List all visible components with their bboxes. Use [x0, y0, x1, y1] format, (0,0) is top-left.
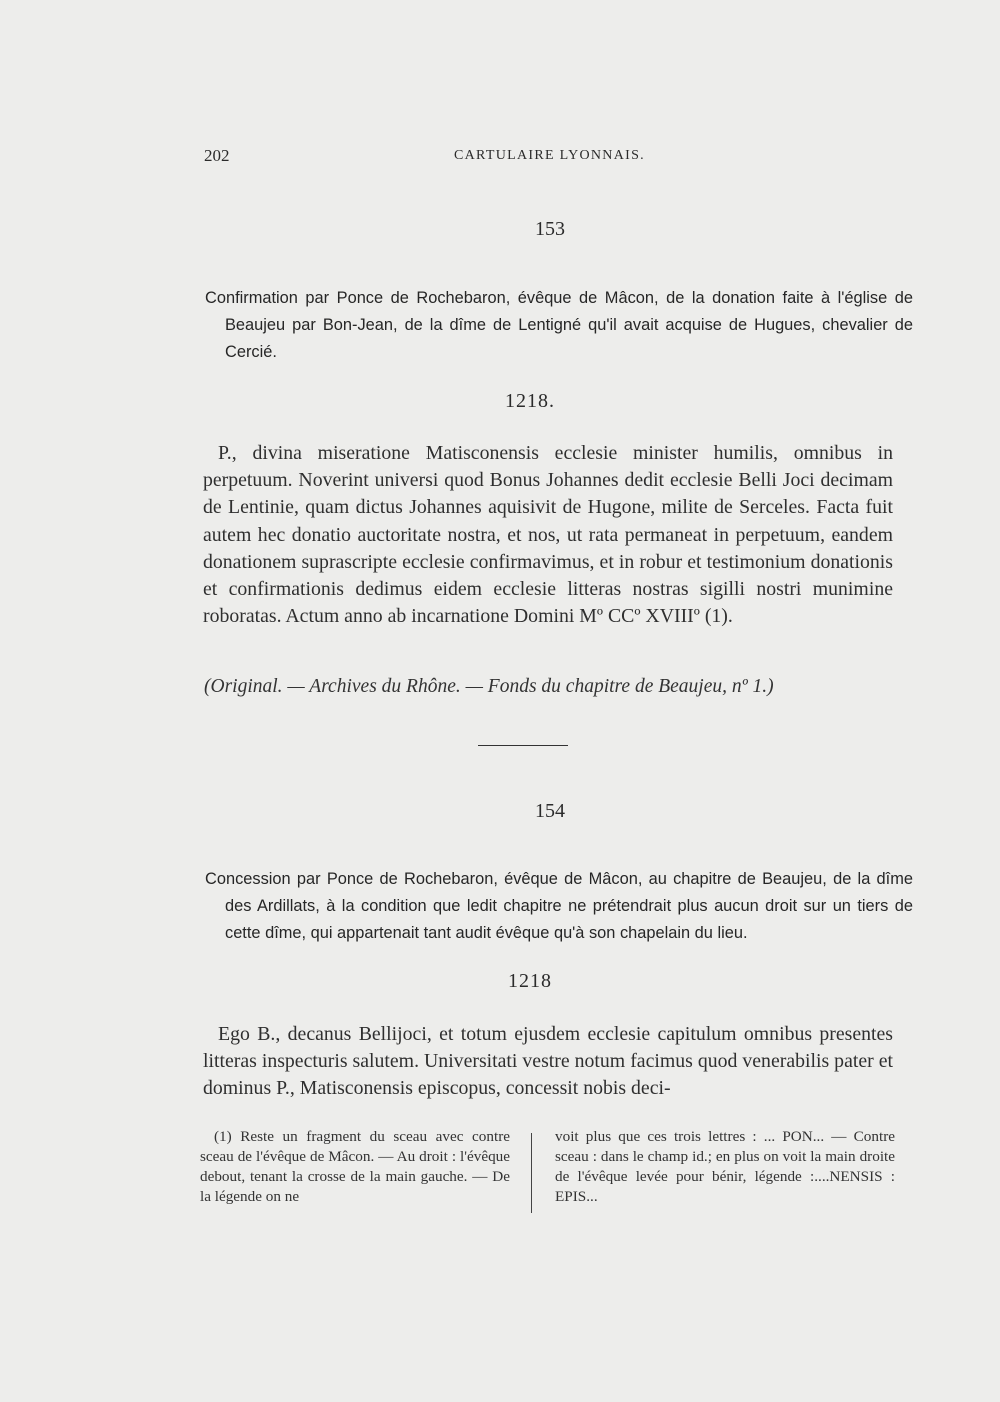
charter-summary-154: Concession par Ponce de Rochebaron, évêque de Mâcon, au chapitre de Beaujeu, de la dîme des Ardillats, à la condition que ledit chapitre ne prétendrait plus aucun droit sur un tiers de cette dîme, qui appartenait tant audit évêque qu'à son chapelain du lieu. — [205, 870, 913, 942]
source-note-153 — [204, 676, 894, 698]
footnote-1-left: (1) Reste un fragment du sceau avec contre sceau de l'évêque de Mâcon. — Au droit : l'évêque debout, tenant la crosse de la main gauche. — De la légende on ne — [200, 1128, 510, 1205]
footnote-column-rule — [531, 1133, 532, 1213]
charter-number-153: 153 — [535, 218, 565, 240]
page-number: 202 — [204, 146, 230, 165]
section-separator — [478, 745, 568, 746]
footnote-1-right: voit plus que ces trois lettres : ... PON... — Contre sceau : dans le champ id.; en plus on voit la main droite de l'évêque levée pour bénir, légende :....NENSIS : EPIS... — [555, 1128, 895, 1205]
journal-title: CARTULAIRE LYONNAIS. — [454, 148, 645, 163]
charter-text-153: P., divina miseratione Matisconensis ecclesie minister humilis, omnibus in perpetuum. Noverint universi quod Bonus Johannes dedit ecclesie Belli Joci decimam de Lentinie, quam dictus Johannes aquisivit de Hugone, milite de Serceles. Facta fuit autem hec donatio auctoritate nostra, et nos, ut rata permaneat in perpetuum, eandem donationem suprascripte ecclesie confirmavimus, et in robur et testimonium donationis et confirmationis dedimus eidem ecclesie litteras nostras sigilli nostri munimine roboratas. Actum anno ab incarnatione Domini Mº CCº XVIIIº (1). — [203, 442, 893, 628]
charter-summary-153: Confirmation par Ponce de Rochebaron, évêque de Mâcon, de la donation faite à l'église de Beaujeu par Bon-Jean, de la dîme de Lentigné qu'il avait acquise de Hugues, chevalier de Cercié. — [205, 289, 913, 361]
charter-date-153: 1218. — [505, 390, 555, 412]
footnotes — [200, 1127, 900, 1227]
charter-date-154: 1218 — [508, 970, 552, 992]
running-head — [204, 146, 904, 170]
charter-number-154: 154 — [535, 800, 565, 822]
charter-text-154: Ego B., decanus Bellijoci, et totum ejusdem ecclesie capitulum omnibus presentes litteras inspecturis salutem. Universitati vestre notum facimus quod venerabilis pater et dominus P., Matisconensis episcopus, concessit nobis deci- — [203, 1023, 893, 1100]
source-citation: (Original. — Archives du Rhône. — Fonds du chapitre de Beaujeu, nº 1.) — [204, 676, 774, 697]
